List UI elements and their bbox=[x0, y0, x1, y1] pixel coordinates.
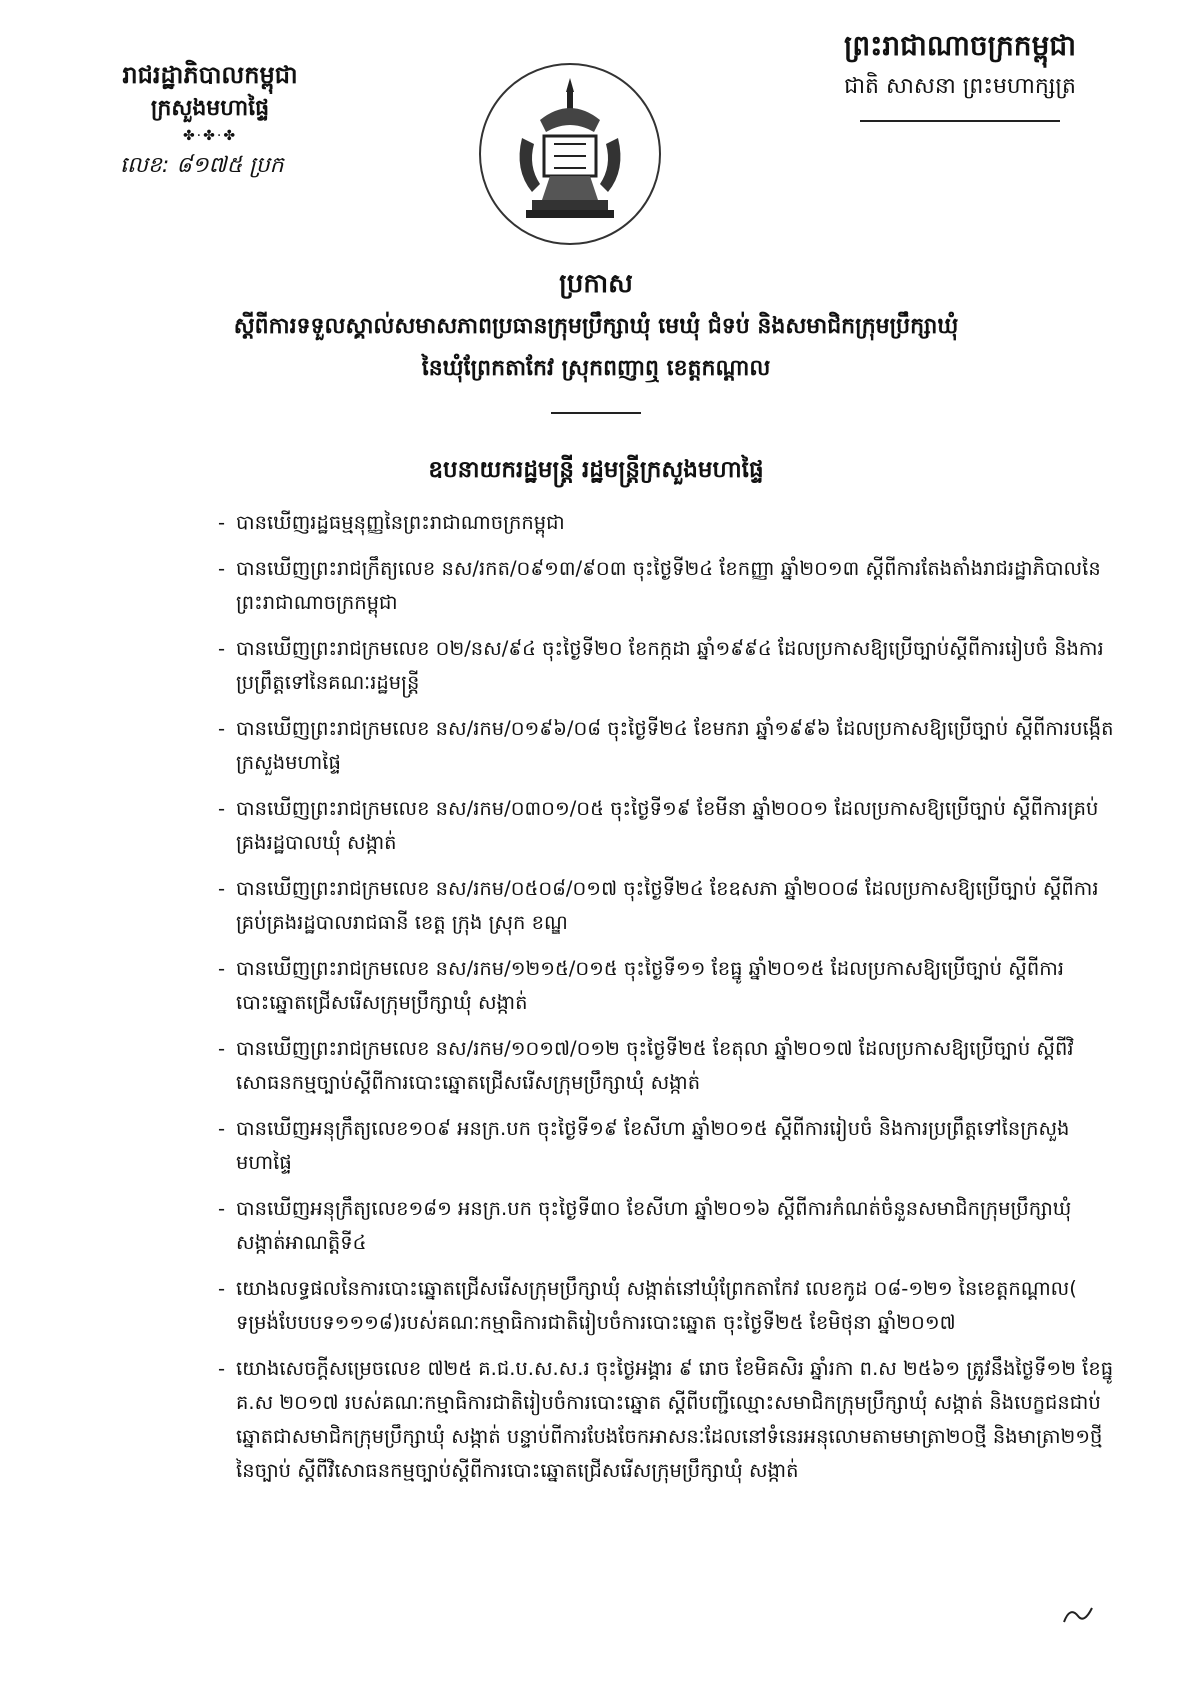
list-item: - បានឃើញព្រះរាជក្រឹត្យលេខ នស/រកត/០៩១៣/៩០៣ ចុះថ្ងៃទី២៤ ខែកញ្ញា ឆ្នាំ២០១៣ ស្តីពីការតែងតាំងរាជរដ្ឋាភិបាលនៃព្រះរាជាណាចក្រកម្ពុជា bbox=[218, 557, 1101, 614]
reference-number: លេខ: ៨១៧៥ ប្រក bbox=[120, 153, 284, 178]
kingdom-header bbox=[770, 24, 1150, 122]
royal-emblem-icon bbox=[470, 60, 670, 248]
title-line-2: នៃឃុំព្រែកតាកែវ ស្រុកពញាឮ ខេត្តកណ្តាល bbox=[421, 356, 771, 381]
header-ornament: ✤·✤·✤ bbox=[182, 128, 238, 144]
motto-divider bbox=[860, 120, 1060, 122]
list-item: - បានឃើញព្រះរាជក្រមលេខ នស/រកម/១២១៥/០១៥ ចុះថ្ងៃទី១១ ខែធ្នូ ឆ្នាំ២០១៥ ដែលប្រកាសឱ្យប្រើច្បាប់ ស្តីពីការបោះឆ្នោតជ្រើសរើសក្រុមប្រឹក្សាឃុំ សង្កាត់ bbox=[218, 957, 1064, 1014]
issuer-header bbox=[60, 58, 360, 186]
list-item: - បានឃើញរដ្ឋធម្មនុញ្ញនៃព្រះរាជាណាចក្រកម្ពុជា bbox=[218, 511, 565, 534]
ministry-name: ក្រសួងមហាផ្ទៃ bbox=[150, 96, 270, 121]
initials-mark-icon bbox=[1060, 1600, 1096, 1630]
government-name: រាជរដ្ឋាភិបាលកម្ពុជា bbox=[122, 61, 298, 89]
title-divider bbox=[551, 412, 641, 414]
national-motto: ជាតិ សាសនា ព្រះមហាក្សត្រ bbox=[844, 74, 1076, 99]
preamble-list bbox=[218, 506, 1116, 1500]
title-line-1: ស្តីពីការទទួលស្គាល់សមាសភាពប្រធានក្រុមប្រឹក្សាឃុំ មេឃុំ ជំទប់ និងសមាជិកក្រុមប្រឹក្សាឃុំ bbox=[233, 314, 959, 339]
list-item: - បានឃើញព្រះរាជក្រមលេខ នស/រកម/០៣០១/០៥ ចុះថ្ងៃទី១៩ ខែមីនា ឆ្នាំ២០០១ ដែលប្រកាសឱ្យប្រើច្បាប់ ស្តីពីការគ្រប់គ្រងរដ្ឋបាលឃុំ សង្កាត់ bbox=[218, 797, 1099, 854]
list-item: - យោងសេចក្តីសម្រេចលេខ ៧២៥ គ.ជ.ប.ស.ស.រ ចុះថ្ងៃអង្គារ ៩ រោច ខែមិគសិរ ឆ្នាំរកា ព.ស ២៥៦១ ត្រូវនឹងថ្ងៃទី១២ ខែធ្នូ គ.ស ២០១៧ របស់គណៈកម្មាធិការជាតិរៀបចំការបោះឆ្នោត ស្តីពីបញ្ជីឈ្មោះសមាជិកក្រុមប្រឹក្សាឃុំ សង្កាត់ និងបេក្ខជនជាប់ឆ្នោតជាសមាជិកក្រុមប្រឹក្សាឃុំ សង្កាត់ បន្ទាប់ពីការបែងចែកអាសនៈដែលនៅទំនេរអនុលោមតាមមាត្រា២០ថ្មី និងមាត្រា២១ថ្មី នៃច្បាប់ ស្តីពីវិសោធនកម្មច្បាប់ស្តីពីការបោះឆ្នោតជ្រើសរើសក្រុមប្រឹក្សាឃុំ សង្កាត់ bbox=[218, 1357, 1114, 1482]
document-title bbox=[120, 262, 1072, 414]
list-item: - បានឃើញអនុក្រឹត្យលេខ១០៩ អនក្រ.បក ចុះថ្ងៃទី១៩ ខែសីហា ឆ្នាំ២០១៥ ស្តីពីការរៀបចំ និងការប្រព្រឹត្តទៅនៃក្រសួងមហាផ្ទៃ bbox=[218, 1117, 1070, 1174]
issuing-authority: ឧបនាយករដ្ឋមន្ត្រី រដ្ឋមន្ត្រីក្រសួងមហាផ្ទៃ bbox=[428, 457, 764, 483]
list-item: - បានឃើញព្រះរាជក្រមលេខ ០២/នស/៩៤ ចុះថ្ងៃទី២០ ខែកក្កដា ឆ្នាំ១៩៩៤ ដែលប្រកាសឱ្យប្រើច្បាប់ស្តីពីការរៀបចំ និងការប្រព្រឹត្តទៅនៃគណៈរដ្ឋមន្ត្រី bbox=[218, 637, 1104, 694]
list-item: - បានឃើញអនុក្រឹត្យលេខ១៨១ អនក្រ.បក ចុះថ្ងៃទី៣០ ខែសីហា ឆ្នាំ២០១៦ ស្តីពីការកំណត់ចំនួនសមាជិកក្រុមប្រឹក្សាឃុំ សង្កាត់អាណត្តិទី៤ bbox=[218, 1197, 1072, 1254]
list-item: - បានឃើញព្រះរាជក្រមលេខ នស/រកម/០១៩៦/០៨ ចុះថ្ងៃទី២៤ ខែមករា ឆ្នាំ១៩៩៦ ដែលប្រកាសឱ្យប្រើច្បាប់ ស្តីពីការបង្កើតក្រសួងមហាផ្ទៃ bbox=[218, 717, 1114, 774]
list-item: - យោងលទ្ធផលនៃការបោះឆ្នោតជ្រើសរើសក្រុមប្រឹក្សាឃុំ សង្កាត់នៅឃុំព្រែកតាកែវ លេខកូដ ០៨-១២១ នៃខេត្តកណ្តាល( ទម្រង់បែបបទ១១១៨)របស់គណៈកម្មាធិការជាតិរៀបចំការបោះឆ្នោត ចុះថ្ងៃទី២៥ ខែមិថុនា ឆ្នាំ២០១៧ bbox=[218, 1277, 1077, 1334]
document-type: ប្រកាស bbox=[559, 269, 633, 299]
kingdom-name: ព្រះរាជាណាចក្រកម្ពុជា bbox=[843, 29, 1076, 62]
list-item: - បានឃើញព្រះរាជក្រមលេខ នស/រកម/០៥០៨/០១៧ ចុះថ្ងៃទី២៤ ខែឧសភា ឆ្នាំ២០០៨ ដែលប្រកាសឱ្យប្រើច្បាប់ ស្តីពីការគ្រប់គ្រងរដ្ឋបាលរាជធានី ខេត្ត ក្រុង ស្រុក ខណ្ឌ bbox=[218, 877, 1099, 934]
list-item: - បានឃើញព្រះរាជក្រមលេខ នស/រកម/១០១៧/០១២ ចុះថ្ងៃទី២៥ ខែតុលា ឆ្នាំ២០១៧ ដែលប្រកាសឱ្យប្រើច្បាប់ ស្តីពីវិសោធនកម្មច្បាប់ស្តីពីការបោះឆ្នោតជ្រើសរើសក្រុមប្រឹក្សាឃុំ សង្កាត់ bbox=[218, 1037, 1074, 1094]
